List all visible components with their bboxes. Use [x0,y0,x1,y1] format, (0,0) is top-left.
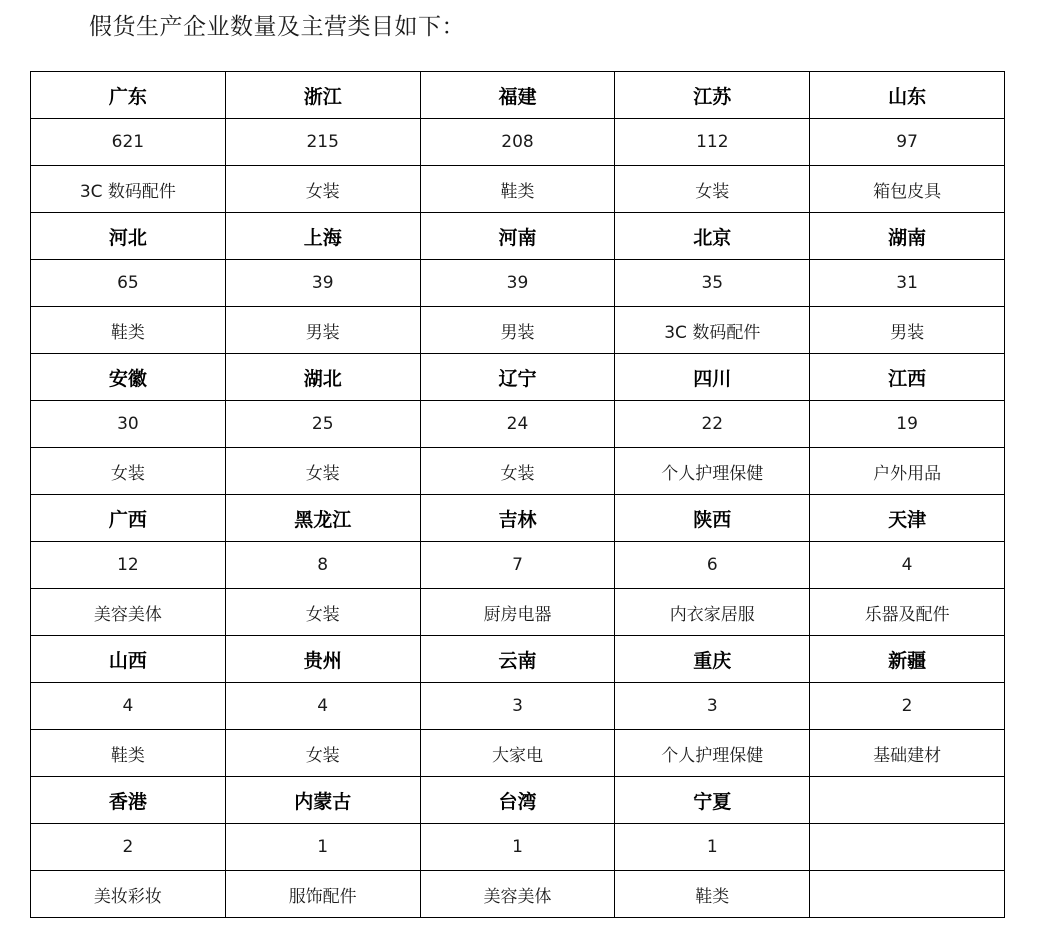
enterprise-count-cell: 8 [225,542,420,589]
page-title: 假货生产企业数量及主营类目如下： [89,14,465,40]
region-name-cell: 重庆 [615,636,810,683]
main-category-cell: 3C 数码配件 [615,307,810,354]
enterprise-count-cell: 4 [810,542,1005,589]
region-name-cell: 河北 [31,213,226,260]
region-name-cell: 上海 [225,213,420,260]
region-name-cell: 天津 [810,495,1005,542]
main-category-cell: 女装 [31,448,226,495]
region-name-cell: 福建 [420,72,615,119]
main-category-cell: 美妆彩妆 [31,871,226,918]
region-name-cell: 内蒙古 [225,777,420,824]
main-category-cell: 女装 [420,448,615,495]
main-category-row [31,448,1005,495]
enterprise-count-row [31,119,1005,166]
enterprise-count-row [31,683,1005,730]
region-name-cell: 江西 [810,354,1005,401]
enterprise-count-cell: 215 [225,119,420,166]
region-name-cell: 广西 [31,495,226,542]
enterprise-count-cell: 1 [420,824,615,871]
region-name-row [31,213,1005,260]
region-name-cell: 云南 [420,636,615,683]
region-name-row [31,636,1005,683]
enterprise-count-cell: 65 [31,260,226,307]
region-name-cell: 贵州 [225,636,420,683]
enterprise-count-cell: 6 [615,542,810,589]
region-name-cell: 辽宁 [420,354,615,401]
enterprise-count-cell: 2 [810,683,1005,730]
enterprise-count-cell: 2 [31,824,226,871]
enterprise-count-cell: 39 [225,260,420,307]
region-name-cell: 香港 [31,777,226,824]
main-category-cell: 基础建材 [810,730,1005,777]
main-category-cell: 3C 数码配件 [31,166,226,213]
enterprise-count-cell: 1 [615,824,810,871]
region-name-cell: 台湾 [420,777,615,824]
enterprise-count-cell: 30 [31,401,226,448]
main-category-cell: 个人护理保健 [615,448,810,495]
main-category-cell: 个人护理保健 [615,730,810,777]
region-name-row [31,495,1005,542]
main-category-row [31,730,1005,777]
main-category-cell: 鞋类 [31,307,226,354]
main-category-cell: 内衣家居服 [615,589,810,636]
main-category-cell: 乐器及配件 [810,589,1005,636]
main-category-cell: 男装 [225,307,420,354]
enterprise-count-cell: 7 [420,542,615,589]
region-name-row [31,354,1005,401]
region-name-cell: 新疆 [810,636,1005,683]
enterprise-count-cell: 19 [810,401,1005,448]
region-name-cell: 山西 [31,636,226,683]
enterprise-count-cell: 12 [31,542,226,589]
enterprise-count-cell: 35 [615,260,810,307]
main-category-cell: 女装 [225,448,420,495]
enterprise-count-cell: 31 [810,260,1005,307]
enterprise-count-cell: 3 [615,683,810,730]
enterprise-count-row [31,542,1005,589]
main-category-cell: 鞋类 [31,730,226,777]
enterprise-count-cell: 3 [420,683,615,730]
main-category-cell: 户外用品 [810,448,1005,495]
enterprise-count-cell: 22 [615,401,810,448]
main-category-cell: 美容美体 [420,871,615,918]
region-name-cell [810,777,1005,824]
enterprise-count-cell: 97 [810,119,1005,166]
main-category-cell: 男装 [420,307,615,354]
counterfeit-enterprise-table [30,71,1005,918]
main-category-row [31,166,1005,213]
main-category-cell: 女装 [225,589,420,636]
region-name-cell: 浙江 [225,72,420,119]
region-name-cell: 江苏 [615,72,810,119]
enterprise-count-cell: 24 [420,401,615,448]
main-category-row [31,871,1005,918]
region-name-cell: 湖北 [225,354,420,401]
region-name-row [31,777,1005,824]
region-name-cell: 黑龙江 [225,495,420,542]
region-name-cell: 河南 [420,213,615,260]
main-category-cell: 美容美体 [31,589,226,636]
region-name-row [31,72,1005,119]
main-category-cell: 大家电 [420,730,615,777]
region-name-cell: 广东 [31,72,226,119]
enterprise-count-row [31,260,1005,307]
table-body [31,72,1005,918]
main-category-cell [810,871,1005,918]
region-name-cell: 湖南 [810,213,1005,260]
main-category-cell: 服饰配件 [225,871,420,918]
region-name-cell: 吉林 [420,495,615,542]
enterprise-count-cell [810,824,1005,871]
enterprise-count-cell: 25 [225,401,420,448]
main-category-cell: 男装 [810,307,1005,354]
enterprise-count-row [31,824,1005,871]
enterprise-count-row [31,401,1005,448]
region-name-cell: 四川 [615,354,810,401]
enterprise-count-cell: 4 [225,683,420,730]
region-name-cell: 安徽 [31,354,226,401]
enterprise-count-cell: 112 [615,119,810,166]
main-category-row [31,307,1005,354]
region-name-cell: 宁夏 [615,777,810,824]
enterprise-count-cell: 208 [420,119,615,166]
enterprise-count-cell: 39 [420,260,615,307]
main-category-row [31,589,1005,636]
main-category-cell: 女装 [615,166,810,213]
main-category-cell: 鞋类 [420,166,615,213]
main-category-cell: 箱包皮具 [810,166,1005,213]
region-name-cell: 山东 [810,72,1005,119]
enterprise-count-cell: 4 [31,683,226,730]
main-category-cell: 厨房电器 [420,589,615,636]
region-name-cell: 北京 [615,213,810,260]
main-category-cell: 鞋类 [615,871,810,918]
enterprise-count-cell: 621 [31,119,226,166]
enterprise-count-cell: 1 [225,824,420,871]
region-name-cell: 陕西 [615,495,810,542]
main-category-cell: 女装 [225,166,420,213]
main-category-cell: 女装 [225,730,420,777]
